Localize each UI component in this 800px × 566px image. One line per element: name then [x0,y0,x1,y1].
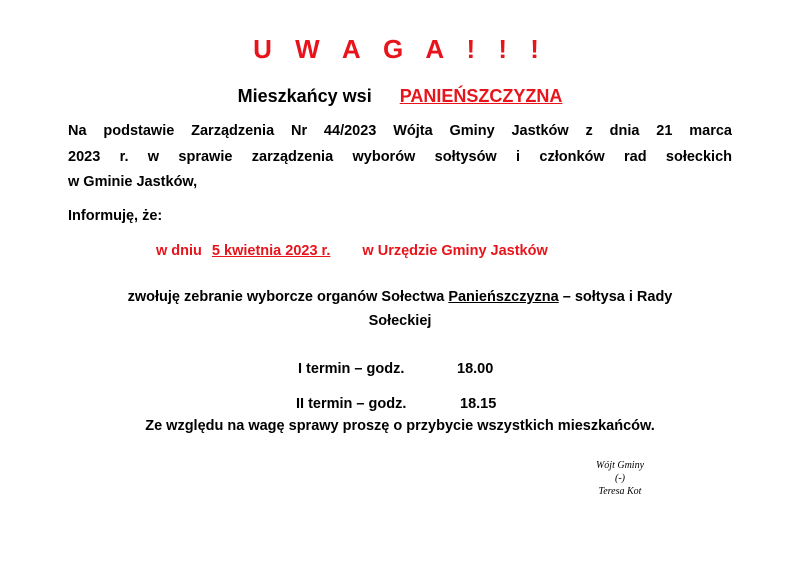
announcement-line-2: Sołeckiej [368,313,432,329]
inform-line: Informuję, że: [68,208,163,224]
meeting-date: 5 kwietnia 2023 r. [211,243,331,259]
body-line-3: w Gminie Jastków, [68,174,198,190]
body-line-1: Na podstawie Zarządzenia Nr 44/2023 Wójta Gminy Jastków z dnia 21 marca [68,123,732,139]
announcement-village: Panieńszczyzna [448,289,559,305]
notice-title: U W A G A ! ! ! [253,34,547,64]
first-term-time: 18.00 [457,361,494,377]
first-term-label: I termin – godz. [298,361,405,377]
notice-subtitle [0,86,800,107]
signature-role: Wójt Gminy [595,460,645,471]
body-line-2: 2023 r. w sprawie zarządzenia wyborów sołtysów i członków rad sołeckich [68,149,732,165]
signature-mark: (-) [615,473,625,484]
announcement-line-1 [0,289,800,305]
second-term-label: II termin – godz. [296,396,407,412]
closing-line: Ze względu na wagę sprawy proszę o przybycie wszystkich mieszkańców. [145,418,655,434]
meeting-line [156,243,548,259]
signature-name: Teresa Kot [598,486,642,497]
announcement-text-before: zwołuję zebranie wyborcze organów Sołectwa [127,289,449,305]
village-name: PANIEŃSZCZYZNA [399,86,563,106]
meeting-prefix: w dniu [156,243,202,259]
second-term-time: 18.15 [460,396,497,412]
addressee-label: Mieszkańcy wsi [237,86,372,106]
announcement-text-after: – sołtysa i Rady [558,289,673,305]
meeting-place: w Urzędzie Gminy Jastków [362,243,548,259]
